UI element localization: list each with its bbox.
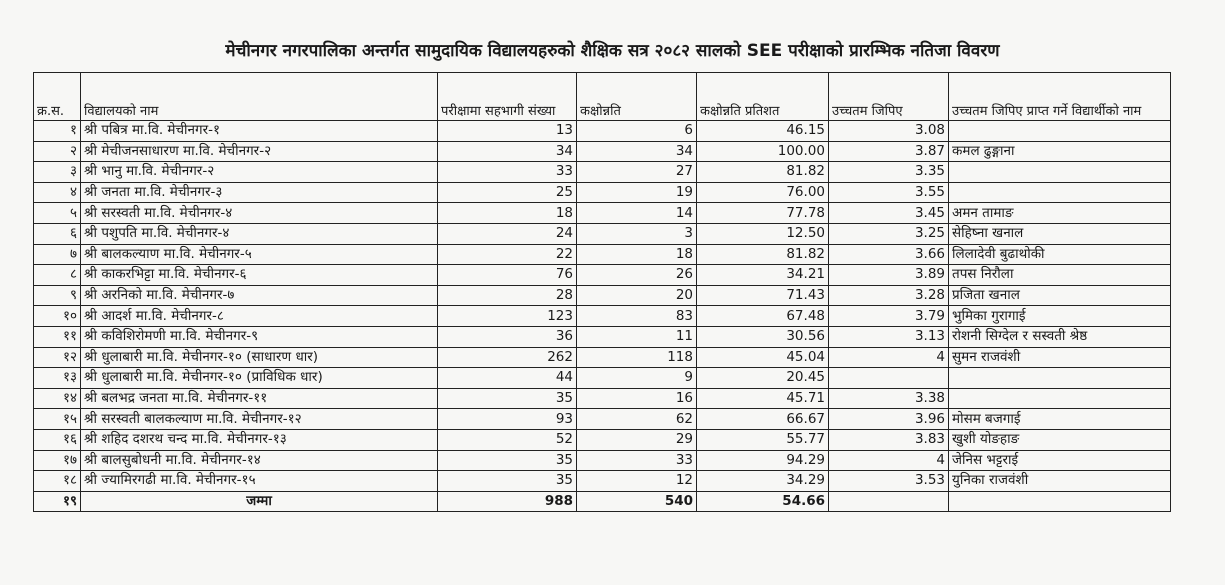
- row-appeared: 76: [438, 265, 577, 286]
- row-sn: १४: [34, 388, 81, 409]
- row-appeared: 28: [438, 285, 577, 306]
- total-row: [34, 491, 1171, 512]
- row-pass-percent: 45.71: [697, 388, 829, 409]
- row-pass-percent: 66.67: [697, 409, 829, 430]
- row-passed: 9: [577, 368, 697, 389]
- row-passed: 118: [577, 347, 697, 368]
- total-passed: 540: [577, 491, 697, 512]
- row-school: श्री जनता मा.वि. मेचीनगर-३: [81, 182, 438, 203]
- row-sn: १: [34, 121, 81, 142]
- row-school: श्री पबित्र मा.वि. मेचीनगर-१: [81, 121, 438, 142]
- table-row: [34, 409, 1171, 430]
- row-pass-percent: 94.29: [697, 450, 829, 471]
- row-topper: [949, 368, 1171, 389]
- row-highest-gpa: 3.28: [829, 285, 949, 306]
- row-sn: १८: [34, 471, 81, 492]
- header-topper: उच्चतम जिपिए प्राप्त गर्ने विद्यार्थीको नाम: [949, 73, 1171, 121]
- row-topper: [949, 182, 1171, 203]
- row-passed: 14: [577, 203, 697, 224]
- header-appeared: परीक्षामा सहभागी संख्या: [438, 73, 577, 121]
- row-pass-percent: 45.04: [697, 347, 829, 368]
- row-appeared: 18: [438, 203, 577, 224]
- row-sn: ७: [34, 244, 81, 265]
- row-school: श्री कविशिरोमणी मा.वि. मेचीनगर-९: [81, 326, 438, 347]
- report-title: मेचीनगर नगरपालिका अन्तर्गत सामुदायिक विद्यालयहरुको शैक्षिक सत्र २०८२ सालको SEE परीक्षाको प्रारम्भिक नतिजा विवरण: [225, 41, 1000, 61]
- row-school: श्री सरस्वती मा.वि. मेचीनगर-४: [81, 203, 438, 224]
- row-appeared: 22: [438, 244, 577, 265]
- row-highest-gpa: 4: [829, 347, 949, 368]
- row-passed: 12: [577, 471, 697, 492]
- header-pass-percent: कक्षोन्नति प्रतिशत: [697, 73, 829, 121]
- results-table: [33, 72, 1171, 512]
- header-row: [34, 73, 1171, 121]
- row-highest-gpa: 3.45: [829, 203, 949, 224]
- row-pass-percent: 34.29: [697, 471, 829, 492]
- row-passed: 83: [577, 306, 697, 327]
- table-row: [34, 223, 1171, 244]
- row-topper: प्रजिता खनाल: [949, 285, 1171, 306]
- row-pass-percent: 34.21: [697, 265, 829, 286]
- row-school: श्री धुलाबारी मा.वि. मेचीनगर-१० (साधारण धार): [81, 347, 438, 368]
- row-highest-gpa: 4: [829, 450, 949, 471]
- header-school: विद्यालयको नाम: [81, 73, 438, 121]
- row-highest-gpa: 3.13: [829, 326, 949, 347]
- row-pass-percent: 100.00: [697, 141, 829, 162]
- total-highest-gpa: [829, 491, 949, 512]
- row-pass-percent: 46.15: [697, 121, 829, 142]
- row-passed: 11: [577, 326, 697, 347]
- row-topper: [949, 388, 1171, 409]
- table-row: [34, 347, 1171, 368]
- row-highest-gpa: 3.35: [829, 162, 949, 183]
- row-passed: 16: [577, 388, 697, 409]
- row-pass-percent: 81.82: [697, 162, 829, 183]
- row-school: श्री बालकल्याण मा.वि. मेचीनगर-५: [81, 244, 438, 265]
- row-passed: 29: [577, 429, 697, 450]
- row-school: श्री काकरभिट्टा मा.वि. मेचीनगर-६: [81, 265, 438, 286]
- row-school: श्री धुलाबारी मा.वि. मेचीनगर-१० (प्राविधिक धार): [81, 368, 438, 389]
- header-highest-gpa: उच्चतम जिपिए: [829, 73, 949, 121]
- row-appeared: 24: [438, 223, 577, 244]
- row-sn: ८: [34, 265, 81, 286]
- row-pass-percent: 81.82: [697, 244, 829, 265]
- row-school: श्री आदर्श मा.वि. मेचीनगर-८: [81, 306, 438, 327]
- row-highest-gpa: 3.66: [829, 244, 949, 265]
- row-appeared: 35: [438, 471, 577, 492]
- table-row: [34, 326, 1171, 347]
- row-highest-gpa: 3.53: [829, 471, 949, 492]
- table-row: [34, 388, 1171, 409]
- row-school: श्री ज्यामिरगढी मा.वि. मेचीनगर-१५: [81, 471, 438, 492]
- row-topper: युनिका राजवंशी: [949, 471, 1171, 492]
- row-sn: १७: [34, 450, 81, 471]
- table-row: [34, 265, 1171, 286]
- row-school: श्री पशुपति मा.वि. मेचीनगर-४: [81, 223, 438, 244]
- header-passed: कक्षोन्नति: [577, 73, 697, 121]
- table-row: [34, 203, 1171, 224]
- row-topper: रोशनी सिग्देल र सस्वती श्रेष्ठ: [949, 326, 1171, 347]
- row-appeared: 123: [438, 306, 577, 327]
- row-highest-gpa: 3.79: [829, 306, 949, 327]
- row-passed: 33: [577, 450, 697, 471]
- total-appeared: 988: [438, 491, 577, 512]
- row-highest-gpa: 3.89: [829, 265, 949, 286]
- row-topper: खुशी योङहाङ: [949, 429, 1171, 450]
- header-sn: क्र.स.: [34, 73, 81, 121]
- table-row: [34, 285, 1171, 306]
- row-highest-gpa: 3.87: [829, 141, 949, 162]
- row-highest-gpa: [829, 368, 949, 389]
- row-highest-gpa: 3.83: [829, 429, 949, 450]
- row-topper: कमल ढुङ्गाना: [949, 141, 1171, 162]
- row-school: श्री मेचीजनसाधारण मा.वि. मेचीनगर-२: [81, 141, 438, 162]
- row-topper: सुमन राजवंशी: [949, 347, 1171, 368]
- row-pass-percent: 77.78: [697, 203, 829, 224]
- row-passed: 27: [577, 162, 697, 183]
- row-appeared: 13: [438, 121, 577, 142]
- row-appeared: 34: [438, 141, 577, 162]
- row-topper: भुमिका गुरागाई: [949, 306, 1171, 327]
- row-school: श्री सरस्वती बालकल्याण मा.वि. मेचीनगर-१२: [81, 409, 438, 430]
- row-school: श्री भानु मा.वि. मेचीनगर-२: [81, 162, 438, 183]
- row-sn: १५: [34, 409, 81, 430]
- row-topper: मोसम बजगाई: [949, 409, 1171, 430]
- row-highest-gpa: 3.25: [829, 223, 949, 244]
- row-appeared: 33: [438, 162, 577, 183]
- row-sn: ३: [34, 162, 81, 183]
- table-row: [34, 306, 1171, 327]
- total-sn: १९: [34, 491, 81, 512]
- row-passed: 62: [577, 409, 697, 430]
- row-highest-gpa: 3.38: [829, 388, 949, 409]
- row-sn: २: [34, 141, 81, 162]
- row-appeared: 36: [438, 326, 577, 347]
- table-row: [34, 121, 1171, 142]
- row-passed: 3: [577, 223, 697, 244]
- row-passed: 26: [577, 265, 697, 286]
- row-sn: ६: [34, 223, 81, 244]
- table-row: [34, 429, 1171, 450]
- row-topper: [949, 121, 1171, 142]
- row-sn: ४: [34, 182, 81, 203]
- row-highest-gpa: 3.96: [829, 409, 949, 430]
- row-passed: 6: [577, 121, 697, 142]
- row-topper: सेहिष्ना खनाल: [949, 223, 1171, 244]
- row-sn: १३: [34, 368, 81, 389]
- row-appeared: 93: [438, 409, 577, 430]
- table-row: [34, 471, 1171, 492]
- table-row: [34, 141, 1171, 162]
- row-sn: १६: [34, 429, 81, 450]
- row-appeared: 44: [438, 368, 577, 389]
- table-body: [34, 121, 1171, 492]
- row-passed: 18: [577, 244, 697, 265]
- total-pass-percent: 54.66: [697, 491, 829, 512]
- total-topper: [949, 491, 1171, 512]
- table-row: [34, 182, 1171, 203]
- row-pass-percent: 71.43: [697, 285, 829, 306]
- row-appeared: 25: [438, 182, 577, 203]
- row-pass-percent: 20.45: [697, 368, 829, 389]
- row-appeared: 52: [438, 429, 577, 450]
- row-sn: १०: [34, 306, 81, 327]
- row-passed: 34: [577, 141, 697, 162]
- row-passed: 19: [577, 182, 697, 203]
- row-topper: जेनिस भट्टराई: [949, 450, 1171, 471]
- row-appeared: 262: [438, 347, 577, 368]
- total-label: जम्मा: [81, 491, 438, 512]
- row-sn: ११: [34, 326, 81, 347]
- table-row: [34, 162, 1171, 183]
- row-topper: [949, 162, 1171, 183]
- row-school: श्री बलभद्र जनता मा.वि. मेचीनगर-११: [81, 388, 438, 409]
- row-pass-percent: 67.48: [697, 306, 829, 327]
- row-topper: अमन तामाङ: [949, 203, 1171, 224]
- row-school: श्री अरनिको मा.वि. मेचीनगर-७: [81, 285, 438, 306]
- row-appeared: 35: [438, 388, 577, 409]
- row-passed: 20: [577, 285, 697, 306]
- row-topper: तपस निरौला: [949, 265, 1171, 286]
- row-pass-percent: 12.50: [697, 223, 829, 244]
- row-appeared: 35: [438, 450, 577, 471]
- row-pass-percent: 30.56: [697, 326, 829, 347]
- row-pass-percent: 55.77: [697, 429, 829, 450]
- row-topper: लिलादेवी बुढाथोकी: [949, 244, 1171, 265]
- row-sn: १२: [34, 347, 81, 368]
- row-sn: ९: [34, 285, 81, 306]
- row-highest-gpa: 3.55: [829, 182, 949, 203]
- row-school: श्री शहिद दशरथ चन्द मा.वि. मेचीनगर-१३: [81, 429, 438, 450]
- table-row: [34, 244, 1171, 265]
- row-school: श्री बालसुबोधनी मा.वि. मेचीनगर-१४: [81, 450, 438, 471]
- table-row: [34, 368, 1171, 389]
- table-row: [34, 450, 1171, 471]
- row-sn: ५: [34, 203, 81, 224]
- row-highest-gpa: 3.08: [829, 121, 949, 142]
- row-pass-percent: 76.00: [697, 182, 829, 203]
